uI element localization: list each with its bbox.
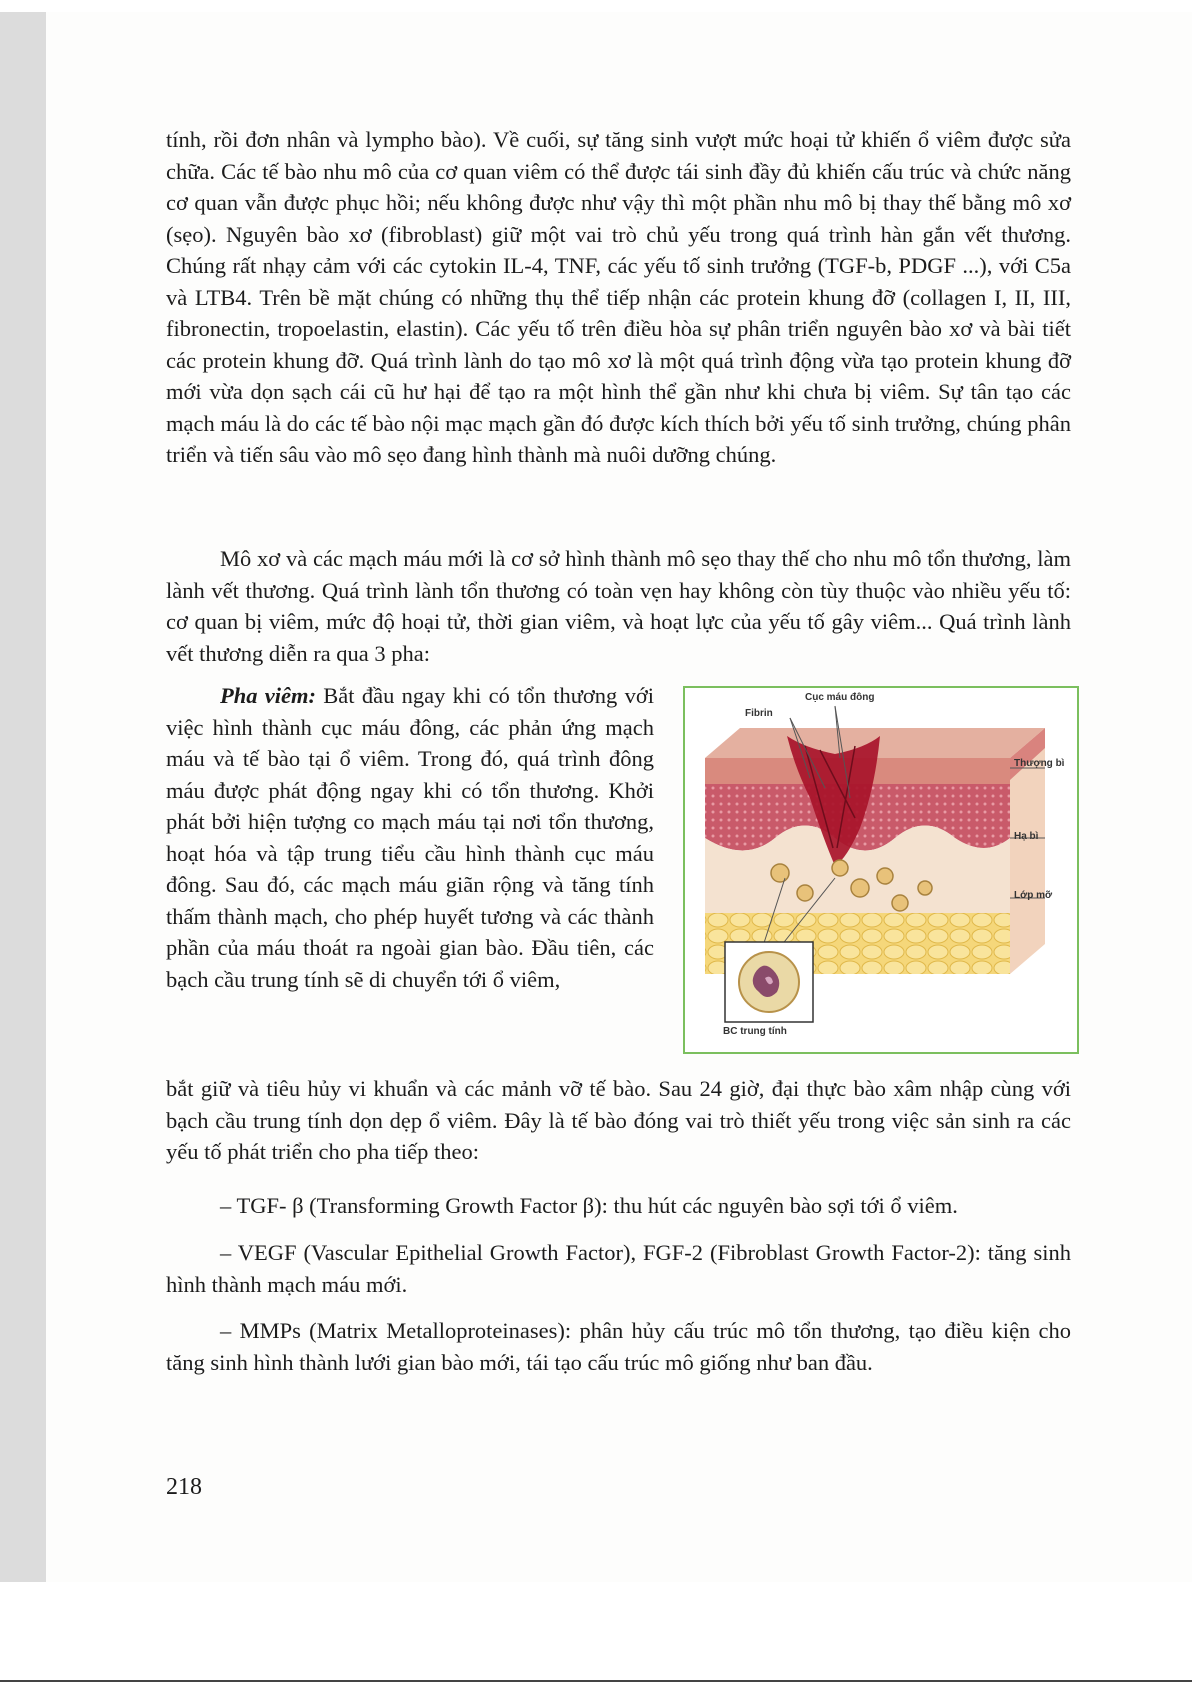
fibrin-label: Fibrin bbox=[745, 708, 773, 719]
dermis-label: Hạ bì bbox=[1014, 831, 1039, 842]
epidermis-label: Thượng bì bbox=[1014, 758, 1065, 769]
page-number: 218 bbox=[166, 1474, 202, 1500]
paragraph-1 bbox=[166, 124, 1071, 471]
bullet-text: – TGF- β (Transforming Growth Factor β): thu hút các nguyên bào sợi tới ổ viêm. bbox=[220, 1193, 958, 1218]
clot-label: Cục máu đông bbox=[805, 692, 875, 703]
paragraph-3-wrapped bbox=[166, 680, 654, 995]
bullet-mmps bbox=[166, 1315, 1071, 1378]
bullet-text: – MMPs (Matrix Metalloproteinases): phân hủy cấu trúc mô tổn thương, tạo điều kiện cho tăng sinh hình thành lưới gian bào mới, tái tạo cấu trúc mô giống như ban đầu. bbox=[166, 1318, 1071, 1375]
paragraph-1-text: tính, rồi đơn nhân và lympho bào). Về cuối, sự tăng sinh vượt mức hoại tử khiến ổ viêm được sửa chữa. Các tế bào nhu mô của cơ quan viêm có thể được tái sinh đầy đủ khiến cấu trúc và chức năng cơ quan vẫn được phục hồi; nếu không được như vậy thì một phần nhu mô bị thay thế bằng mô xơ (sẹo). Nguyên bào xơ (fibroblast) giữ một vai trò chủ yếu trong quá trình hàn gắn vết thương. Chúng rất nhạy cảm với các cytokin IL-4, TNF, các yếu tố sinh trưởng (TGF-b, PDGF ...), với C5a và LTB4. Trên bề mặt chúng có những thụ thể tiếp nhận các protein khung đỡ (collagen I, II, III, fibronectin, tropoelastin, elastin). Các yếu tố trên điều hòa sự phân triển nguyên bào xơ và bài tiết các protein khung đỡ. Quá trình lành do tạo mô xơ là một quá trình động vừa tạo protein khung đỡ mới vừa dọn sạch cái cũ hư hại để tạo ra một hình thể gần như khi chưa bị viêm. Sự tân tạo các mạch máu là do các tế bào nội mạc mạch gần đó được kích thích bởi yếu tố sinh trưởng, chúng phân triển và tiến sâu vào mô sẹo đang hình thành mà nuôi dưỡng chúng. bbox=[166, 127, 1071, 467]
bullet-text: – VEGF (Vascular Epithelial Growth Factor), FGF-2 (Fibroblast Growth Factor-2): tăng sinh hình thành mạch máu mới. bbox=[166, 1240, 1071, 1297]
skin-cross-section-illustration bbox=[685, 688, 1077, 1052]
paragraph-3-continued bbox=[166, 1073, 1071, 1168]
neutrophil-label: BC trung tính bbox=[723, 1026, 787, 1037]
wound-healing-figure bbox=[683, 686, 1079, 1054]
fat-layer-label: Lớp mỡ bbox=[1014, 890, 1053, 901]
paragraph-2 bbox=[166, 543, 1071, 669]
bottom-divider bbox=[0, 1680, 1192, 1682]
scan-edge-shadow bbox=[0, 12, 46, 1582]
paragraph-2-text: Mô xơ và các mạch máu mới là cơ sở hình thành mô sẹo thay thế cho nhu mô tổn thương, làm lành vết thương. Quá trình lành tổn thương có toàn vẹn hay không còn tùy thuộc vào nhiều yếu tố: cơ quan bị viêm, mức độ hoại tử, thời gian viêm, và hoạt lực của yếu tố gây viêm... Quá trình lành vết thương diễn ra qua 3 pha: bbox=[166, 546, 1071, 666]
bullet-vegf bbox=[166, 1237, 1071, 1300]
paragraph-3-rest-text: bắt giữ và tiêu hủy vi khuẩn và các mảnh vỡ tế bào. Sau 24 giờ, đại thực bào xâm nhập cùng với bạch cầu trung tính dọn dẹp ổ viêm. Đây là tế bào đóng vai trò thiết yếu trong việc sản sinh ra các yếu tố phát triển cho pha tiếp theo: bbox=[166, 1076, 1071, 1164]
bullet-tgf bbox=[166, 1190, 1071, 1222]
paragraph-3-text: Bắt đầu ngay khi có tổn thương với việc hình thành cục máu đông, các phản ứng mạch máu và tế bào tại ổ viêm. Trong đó, quá trình đông máu được phát động ngay khi có tổn thương. Khởi phát bởi hiện tượng co mạch máu tại nơi tổn thương, hoạt hóa và tập trung tiểu cầu hình thành cục máu đông. Sau đó, các mạch máu giãn rộng và tăng tính thấm thành mạch, cho phép huyết tương và các thành phần của máu thoát ra ngoài gian bào. Đầu tiên, các bạch cầu trung tính sẽ di chuyển tới ổ viêm, bbox=[166, 683, 654, 992]
phase-heading: Pha viêm: bbox=[220, 683, 317, 708]
